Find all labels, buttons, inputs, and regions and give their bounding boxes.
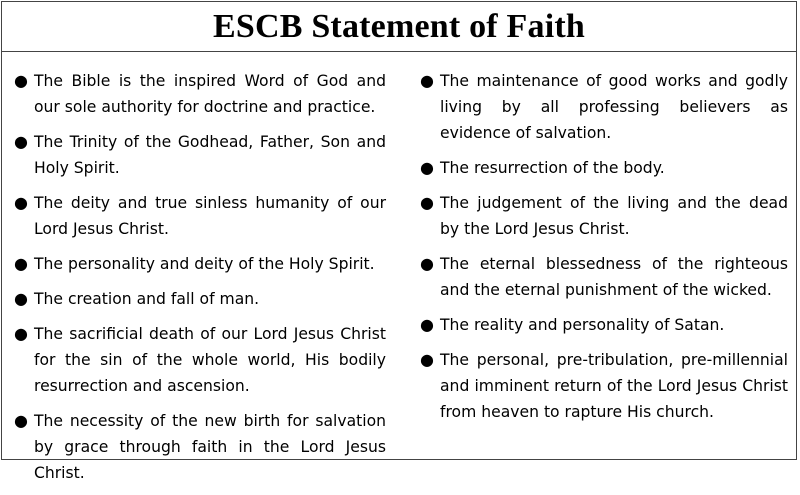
bullet-icon: ● xyxy=(420,350,434,369)
bullet-icon: ● xyxy=(420,71,434,90)
list-item-text: The personality and deity of the Holy Spirit. xyxy=(34,255,375,273)
list-item-text: The creation and fall of man. xyxy=(34,290,260,308)
list-item-text: The sacrificial death of our Lord Jesus Christ for the sin of the whole world, His bodily resurrection and ascension. xyxy=(34,325,386,395)
list-item xyxy=(420,68,788,146)
list-item xyxy=(420,312,788,338)
bullet-icon: ● xyxy=(420,193,434,212)
list-item xyxy=(14,408,386,486)
list-item-text: The deity and true sinless humanity of our Lord Jesus Christ. xyxy=(34,194,386,238)
list-item-text: The Bible is the inspired Word of God and our sole authority for doctrine and practice. xyxy=(34,72,386,116)
bullet-icon: ● xyxy=(420,315,434,334)
list-item-text: The reality and personality of Satan. xyxy=(440,316,725,334)
list-item xyxy=(14,251,386,277)
list-item xyxy=(420,251,788,303)
right-column-list xyxy=(420,68,788,434)
statement-frame xyxy=(1,1,797,482)
bullet-icon: ● xyxy=(420,254,434,273)
bullet-icon: ● xyxy=(14,71,28,90)
list-item xyxy=(14,286,386,312)
list-item-text: The personal, pre-tribulation, pre-millennial and imminent return of the Lord Jesus Christ from heaven to rapture His church. xyxy=(440,351,788,421)
bullet-icon: ● xyxy=(14,132,28,151)
list-item xyxy=(14,190,386,242)
title-bar xyxy=(2,2,796,52)
bullet-icon: ● xyxy=(14,254,28,273)
list-item xyxy=(14,68,386,120)
bullet-icon: ● xyxy=(14,411,28,430)
list-item xyxy=(420,155,788,181)
left-column-list xyxy=(14,68,386,495)
bullet-icon: ● xyxy=(14,193,28,212)
bullet-icon: ● xyxy=(14,324,28,343)
list-item-text: The judgement of the living and the dead by the Lord Jesus Christ. xyxy=(440,194,788,238)
bullet-icon: ● xyxy=(420,158,434,177)
list-item-text: The necessity of the new birth for salvation by grace through faith in the Lord Jesus Christ. xyxy=(34,412,386,482)
list-item xyxy=(420,190,788,242)
list-item-text: The Trinity of the Godhead, Father, Son and Holy Spirit. xyxy=(34,133,386,177)
page-title: ESCB Statement of Faith xyxy=(213,7,585,45)
list-item-text: The eternal blessedness of the righteous and the eternal punishment of the wicked. xyxy=(440,255,788,299)
list-item xyxy=(14,321,386,399)
list-item xyxy=(14,129,386,181)
bullet-icon: ● xyxy=(14,289,28,308)
list-item xyxy=(420,347,788,425)
list-item-text: The maintenance of good works and godly living by all professing believers as evidence of salvation. xyxy=(440,72,788,142)
list-item-text: The resurrection of the body. xyxy=(440,159,665,177)
